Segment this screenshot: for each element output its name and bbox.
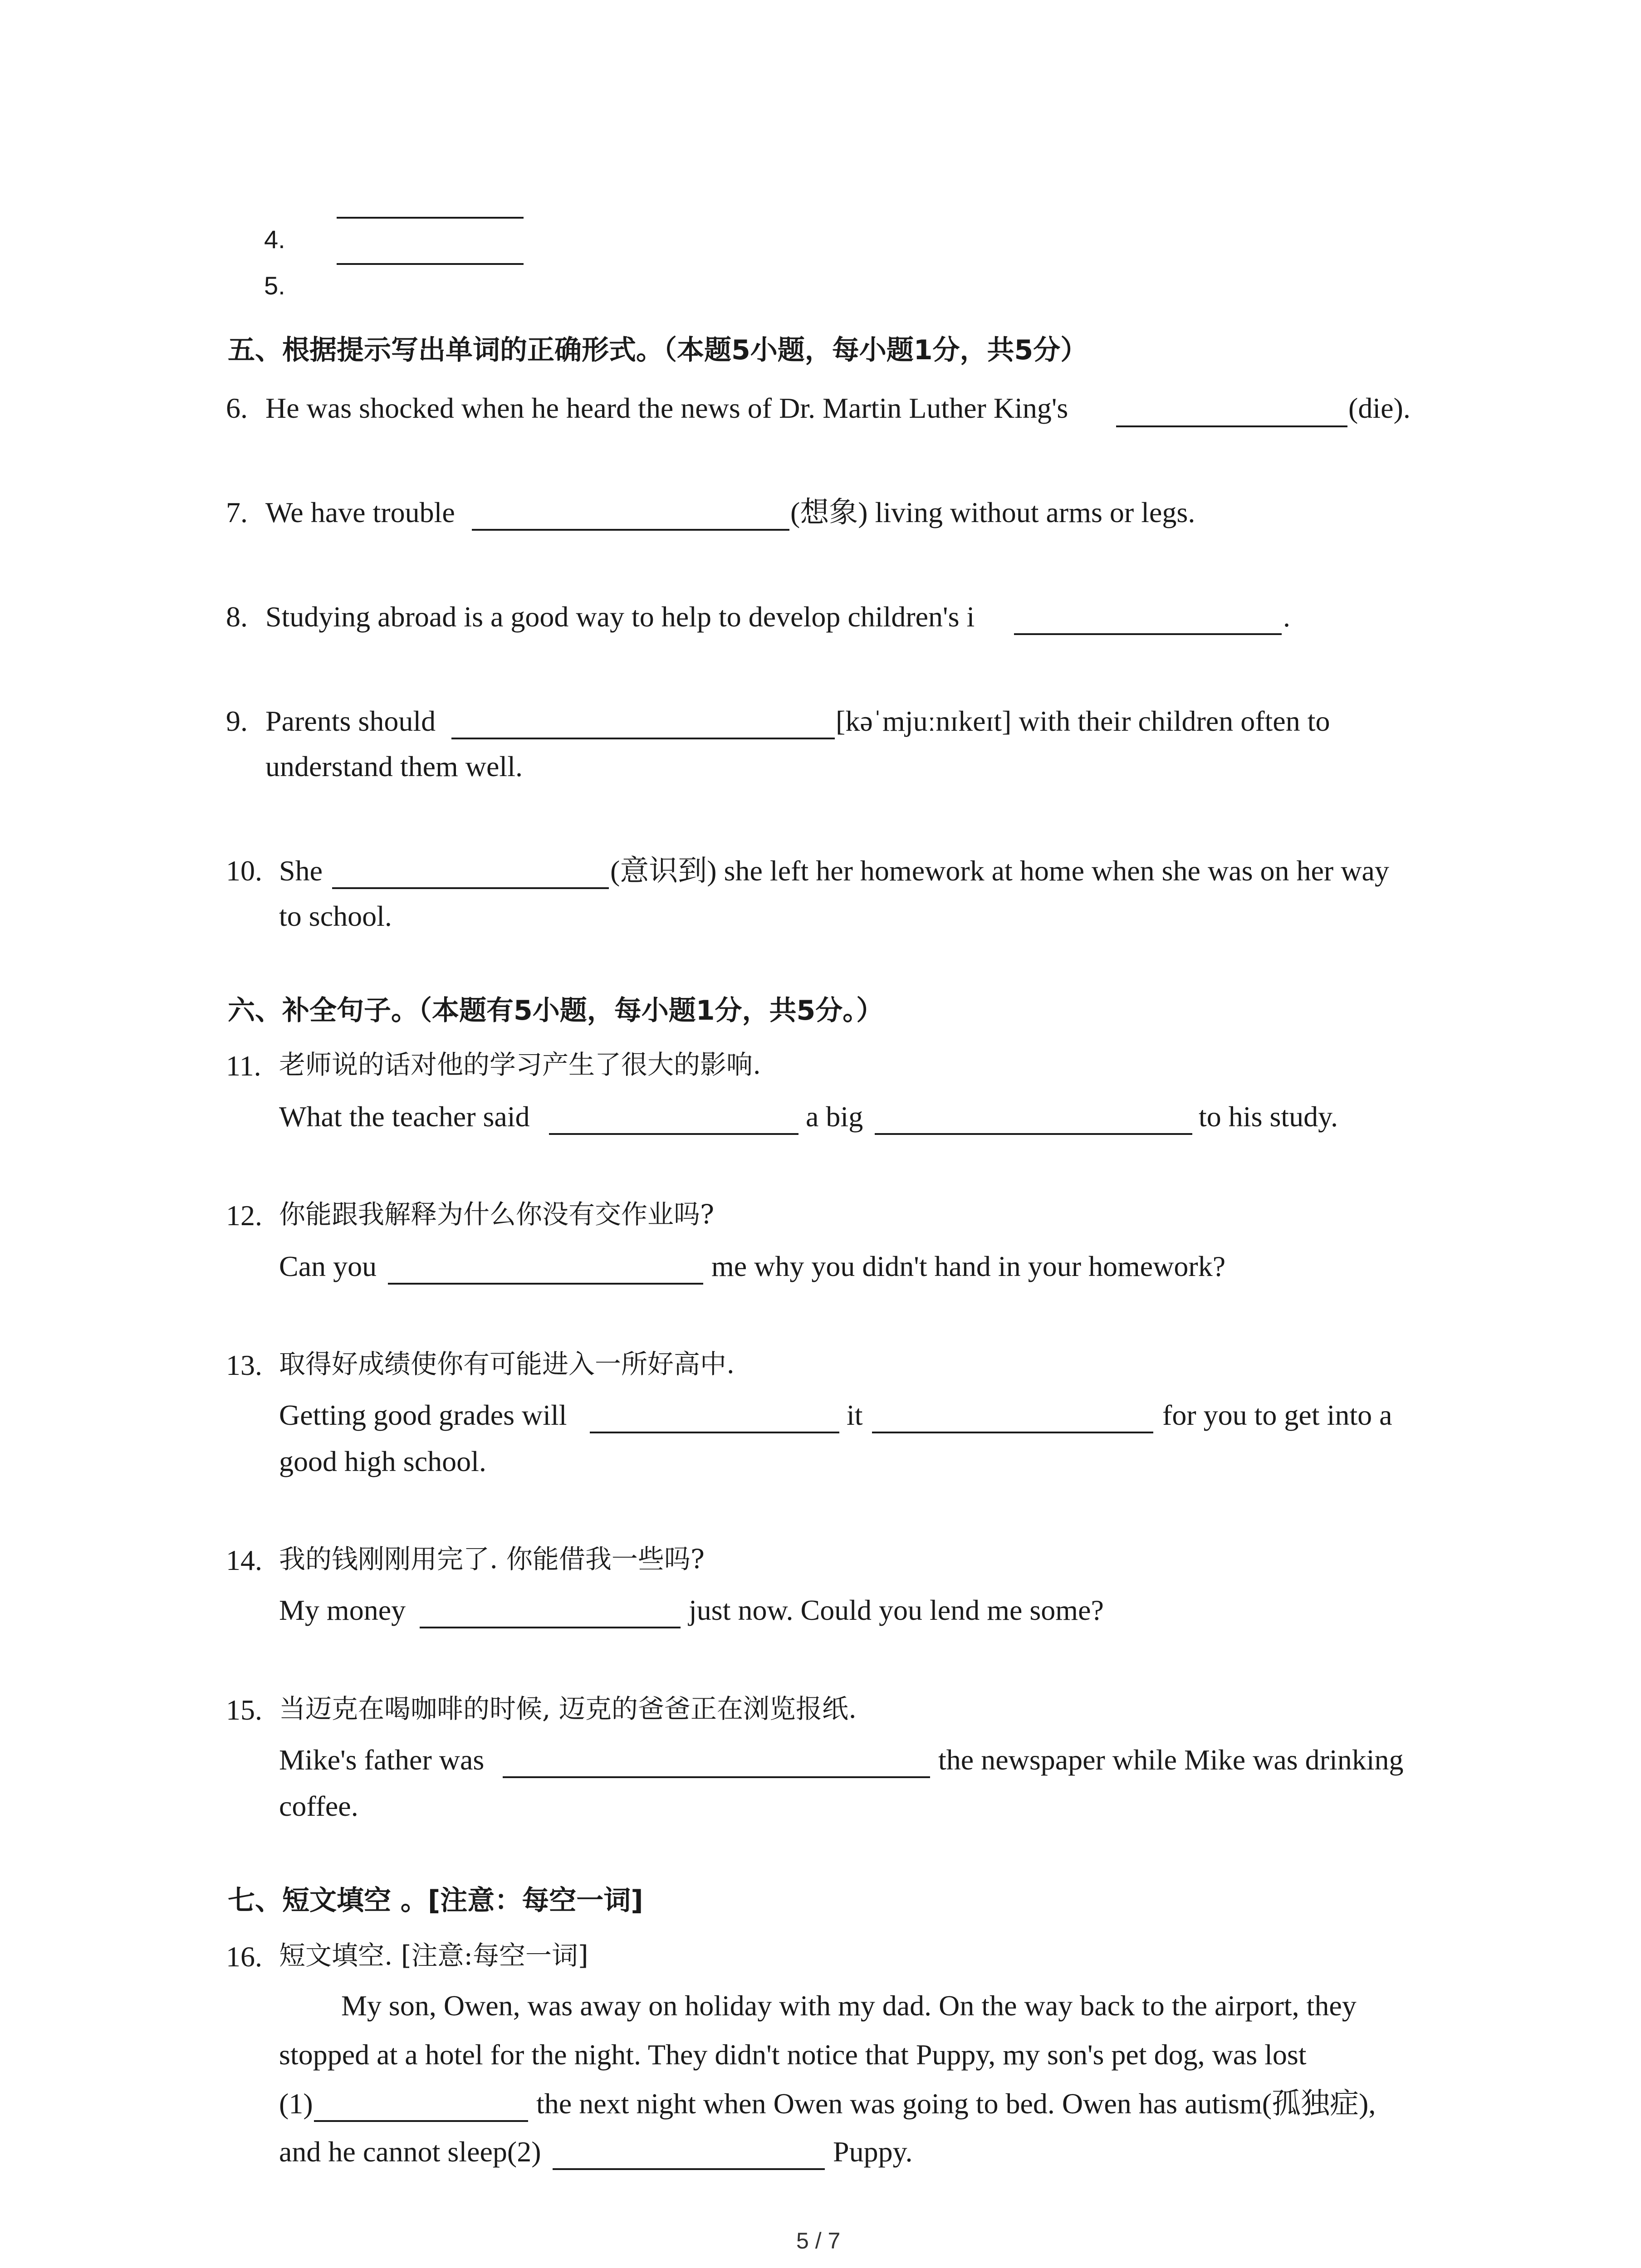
q13-text-part2: it xyxy=(847,1399,863,1431)
q10-text-after: (意识到) she left her homework at home when she was on her way xyxy=(610,855,1389,887)
question-number-6: 6. xyxy=(226,392,248,424)
q8-text-before: Studying abroad is a good way to help to develop children's i xyxy=(265,601,975,633)
q16-passage-line2: stopped at a hotel for the night. They didn't notice that Puppy, my son's pet dog, was lost xyxy=(279,2038,1307,2071)
q16-passage-line4-start: and he cannot sleep(2) xyxy=(279,2136,541,2168)
q13-answer-blank-2[interactable] xyxy=(872,1432,1153,1433)
q13-chinese-prompt: 取得好成绩使你有可能进入一所好高中. xyxy=(279,1349,735,1379)
q11-text-part1: What the teacher said xyxy=(279,1100,530,1133)
q6-text-before: He was shocked when he heard the news of Dr. Martin Luther King's xyxy=(265,392,1068,424)
q7-answer-blank[interactable] xyxy=(472,529,789,531)
q13-text-part1: Getting good grades will xyxy=(279,1399,567,1431)
q11-answer-blank-1[interactable] xyxy=(549,1133,798,1135)
q15-text-part2: the newspaper while Mike was drinking xyxy=(938,1744,1404,1776)
q11-text-part3: to his study. xyxy=(1199,1100,1338,1133)
q8-text-after: . xyxy=(1283,601,1290,633)
question-number-8: 8. xyxy=(226,601,248,633)
q10-answer-blank[interactable] xyxy=(332,887,609,889)
q15-answer-blank[interactable] xyxy=(503,1776,930,1778)
q6-answer-blank[interactable] xyxy=(1116,425,1347,427)
q15-text-part1: Mike's father was xyxy=(279,1744,485,1776)
question-number-15: 15. xyxy=(226,1694,262,1726)
q16-answer-blank-1[interactable] xyxy=(314,2120,528,2122)
section-6-heading: 六、补全句子。（本题有5小题，每小题1分，共5分。） xyxy=(228,995,884,1026)
q14-answer-blank[interactable] xyxy=(420,1627,681,1628)
q9-text-before: Parents should xyxy=(265,705,436,737)
q16-title: 短文填空. [注意:每空一词] xyxy=(279,1940,588,1971)
q12-answer-blank[interactable] xyxy=(388,1283,703,1285)
question-number-7: 7. xyxy=(226,496,248,528)
q9-text-line2: understand them well. xyxy=(265,750,523,782)
list-number-4: 4. xyxy=(264,225,285,254)
question-number-10: 10. xyxy=(226,855,262,887)
question-number-9: 9. xyxy=(226,705,248,737)
q14-chinese-prompt: 我的钱刚刚用完了. 你能借我一些吗? xyxy=(279,1544,705,1574)
q14-text-part2: just now. Could you lend me some? xyxy=(689,1594,1104,1626)
question-number-16: 16. xyxy=(226,1941,262,1973)
q16-passage-line4-end: Puppy. xyxy=(833,2136,913,2168)
section-7-heading: 七、短文填空 。[注意：每空一词] xyxy=(228,1885,643,1916)
q11-answer-blank-2[interactable] xyxy=(875,1133,1192,1135)
q16-answer-blank-2[interactable] xyxy=(553,2168,825,2170)
q14-text-part1: My money xyxy=(279,1594,406,1626)
q7-text-after: (想象) living without arms or legs. xyxy=(790,496,1195,528)
q15-chinese-prompt: 当迈克在喝咖啡的时候, 迈克的爸爸正在浏览报纸. xyxy=(279,1693,857,1724)
q7-text-before: We have trouble xyxy=(265,496,455,528)
q9-text-after: [kəˈmjuːnɪkeɪt] with their children often to xyxy=(836,705,1330,737)
question-number-14: 14. xyxy=(226,1544,262,1576)
q10-text-line2: to school. xyxy=(279,900,392,932)
question-number-12: 12. xyxy=(226,1199,262,1232)
question-number-13: 13. xyxy=(226,1349,262,1381)
q16-passage-line3-end: the next night when Owen was going to bed. Owen has autism(孤独症), xyxy=(536,2087,1376,2120)
q12-text-part2: me why you didn't hand in your homework? xyxy=(711,1250,1226,1282)
q16-passage-line1: My son, Owen, was away on holiday with my dad. On the way back to the airport, they xyxy=(341,1989,1357,2022)
q6-text-after: (die). xyxy=(1348,392,1411,424)
q10-text-before: She xyxy=(279,855,323,887)
answer-blank-4[interactable] xyxy=(337,217,524,219)
q12-text-part1: Can you xyxy=(279,1250,377,1282)
section-5-heading: 五、根据提示写出单词的正确形式。（本题5小题，每小题1分，共5分） xyxy=(228,334,1088,366)
q13-text-part3: for you to get into a xyxy=(1162,1399,1392,1431)
answer-blank-5[interactable] xyxy=(337,263,524,265)
list-number-5: 5. xyxy=(264,271,285,300)
q13-text-line2: good high school. xyxy=(279,1445,486,1477)
q12-chinese-prompt: 你能跟我解释为什么你没有交作业吗? xyxy=(279,1199,715,1230)
q13-answer-blank-1[interactable] xyxy=(590,1432,839,1433)
q11-chinese-prompt: 老师说的话对他的学习产生了很大的影响. xyxy=(279,1049,761,1080)
q15-text-line2: coffee. xyxy=(279,1790,358,1822)
question-number-11: 11. xyxy=(226,1050,261,1082)
page-indicator: 5 / 7 xyxy=(796,2228,841,2253)
q16-passage-line3-start: (1) xyxy=(279,2087,313,2120)
q9-answer-blank[interactable] xyxy=(451,738,835,739)
q8-answer-blank[interactable] xyxy=(1014,633,1282,635)
q11-text-part2: a big xyxy=(806,1100,863,1133)
